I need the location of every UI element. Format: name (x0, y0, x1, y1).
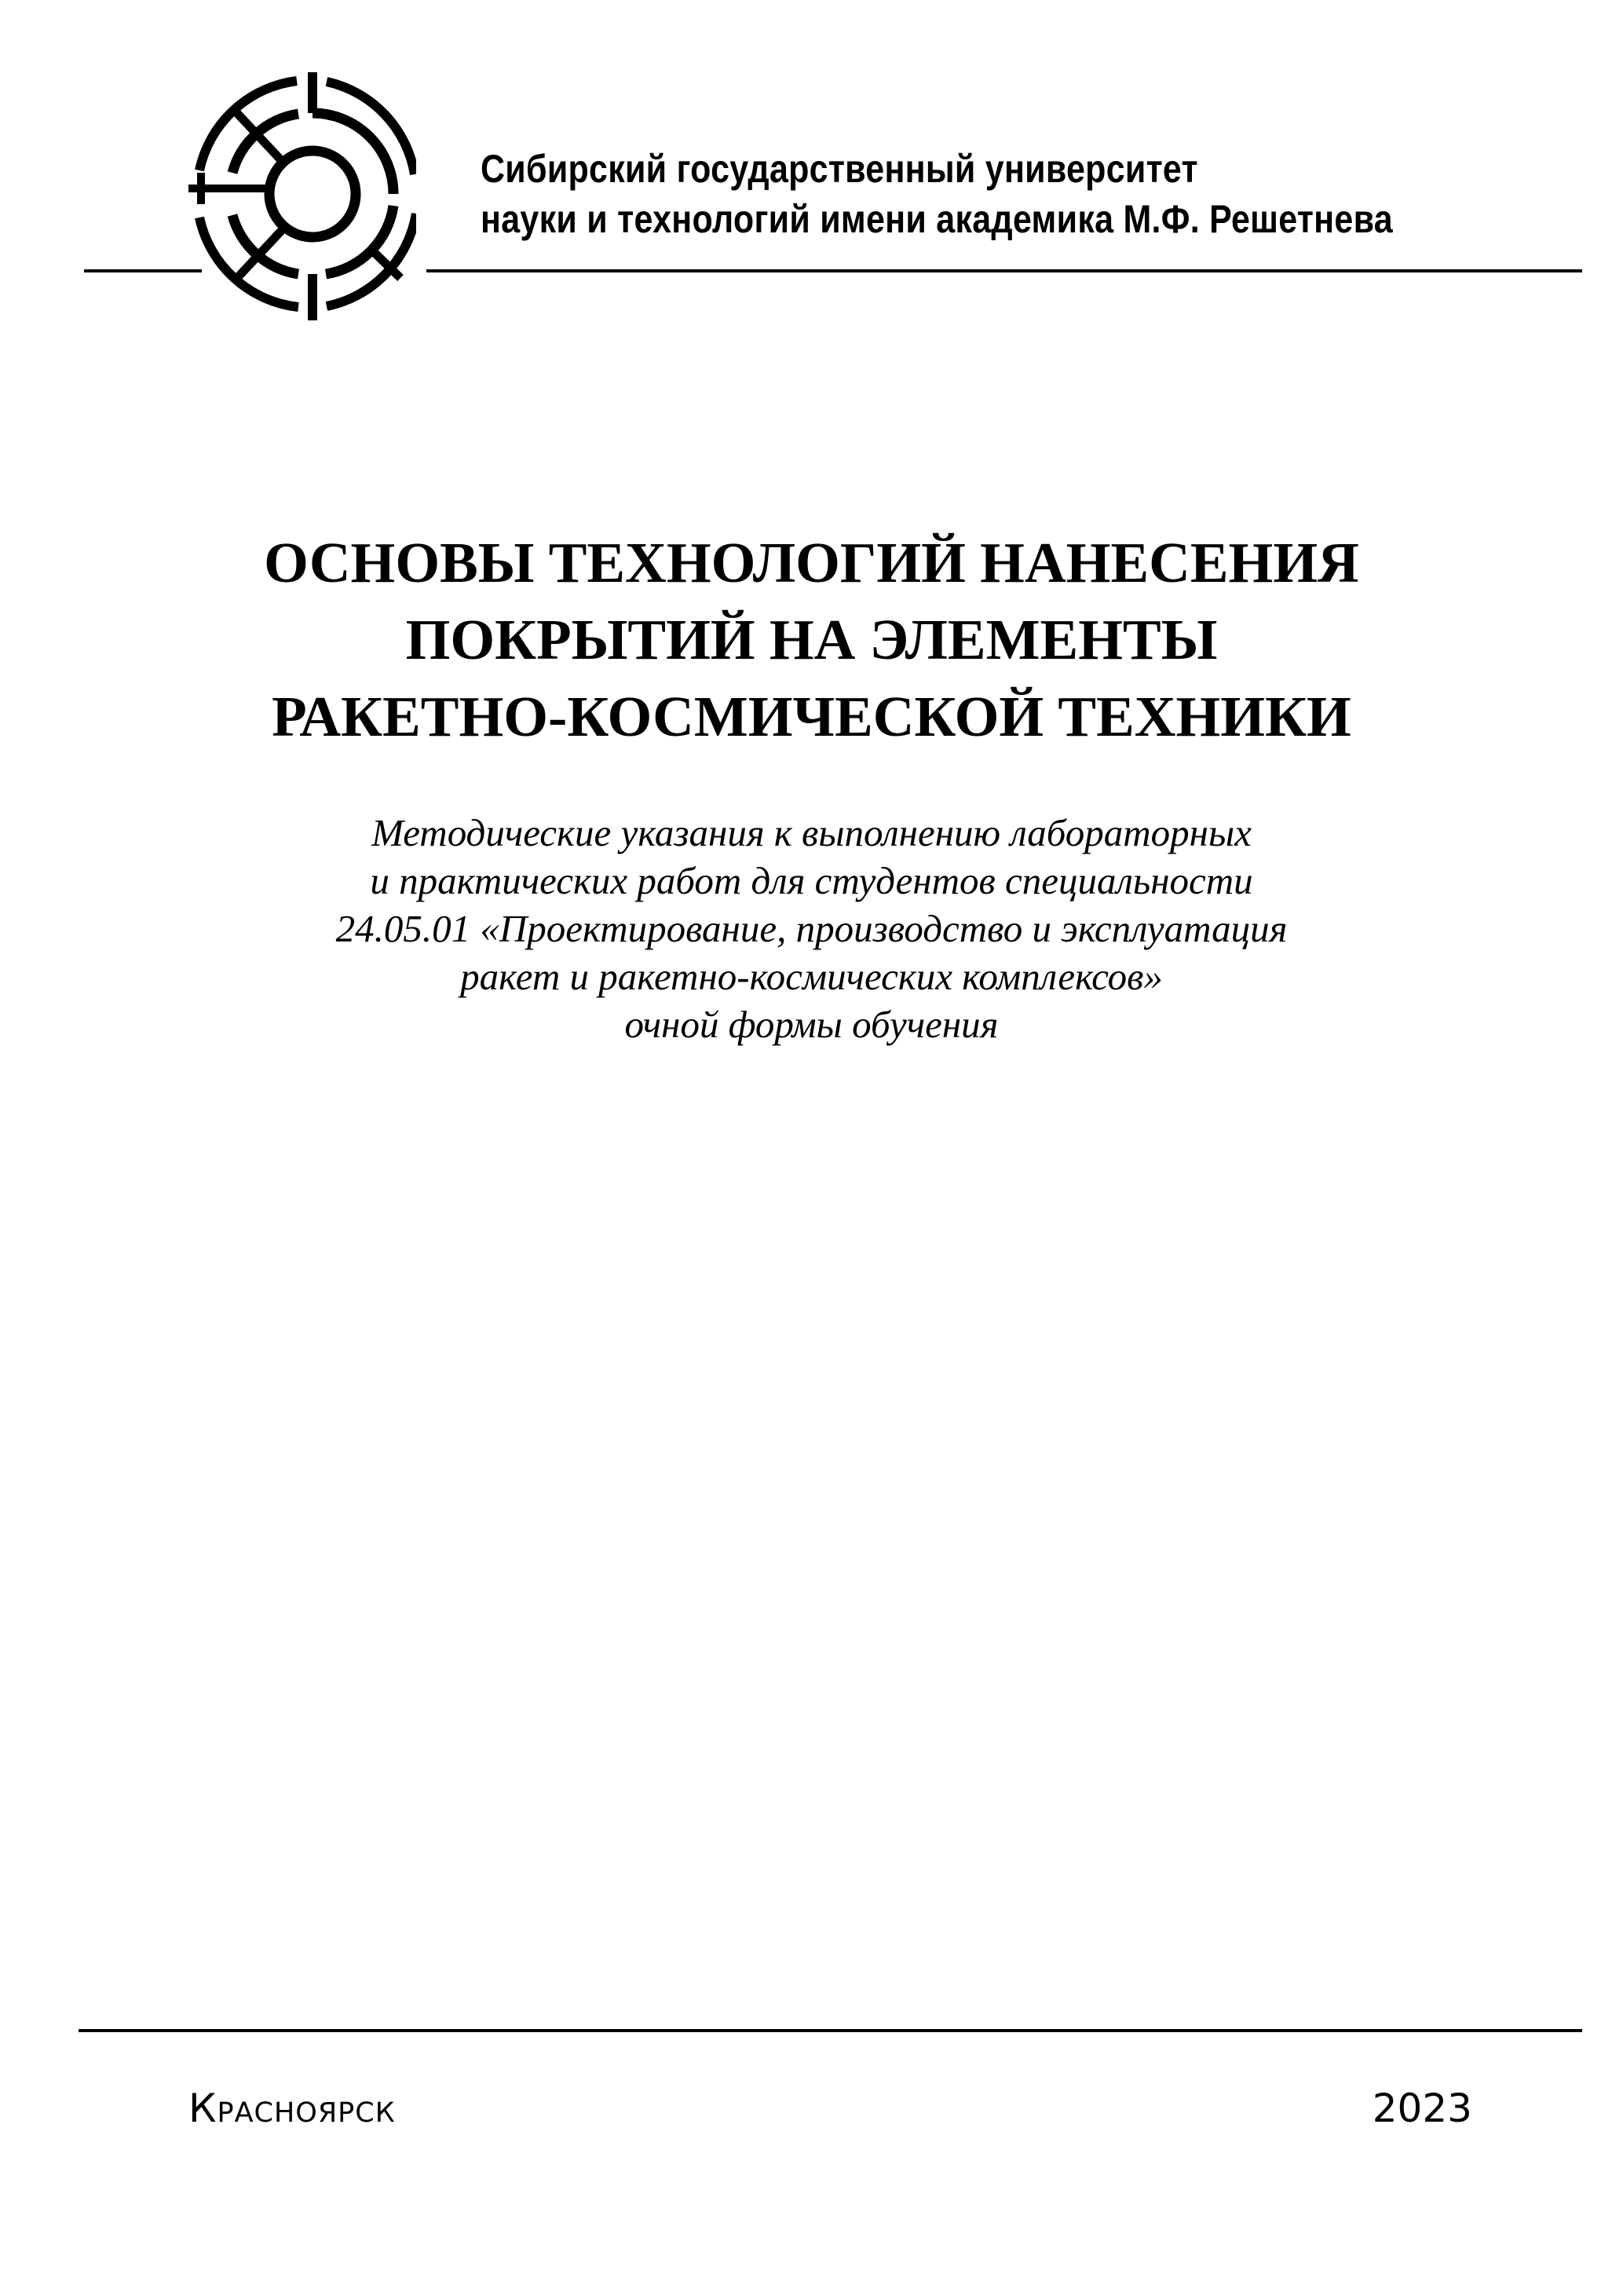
header-rule-right (426, 269, 1582, 272)
title-line-3: РАКЕТНО-КОСМИЧЕСКОЙ ТЕХНИКИ (272, 685, 1351, 748)
title-line-2: ПОКРЫТИЙ НА ЭЛЕМЕНТЫ (405, 608, 1218, 671)
title-line-1: ОСНОВЫ ТЕХНОЛОГИЙ НАНЕСЕНИЯ (264, 531, 1359, 594)
subtitle-line-3: 24.05.01 «Проектирование, производство и эксплуатация (335, 907, 1288, 950)
header-rule-left (84, 269, 202, 272)
subtitle-line-1: Методические указания к выполнению лабораторных (371, 811, 1252, 854)
subtitle-line-4: ракет и ракетно-космических комплексов» (460, 955, 1163, 998)
footer-rule (79, 2029, 1582, 2032)
university-emblem-icon (188, 72, 416, 320)
university-name-line-2: науки и технологий имени академика М.Ф. Решетнева (481, 197, 1393, 241)
subtitle-line-2: и практических работ для студентов специальности (370, 859, 1253, 902)
publication-year: 2023 (1372, 2086, 1472, 2131)
university-name (481, 144, 1426, 244)
subtitle-line-5: очной формы обучения (624, 1003, 999, 1046)
document-subtitle (0, 809, 1623, 1048)
document-title (0, 525, 1623, 755)
university-name-line-1: Сибирский государственный университет (481, 147, 1198, 191)
publication-city: Красноярск (188, 2086, 396, 2131)
